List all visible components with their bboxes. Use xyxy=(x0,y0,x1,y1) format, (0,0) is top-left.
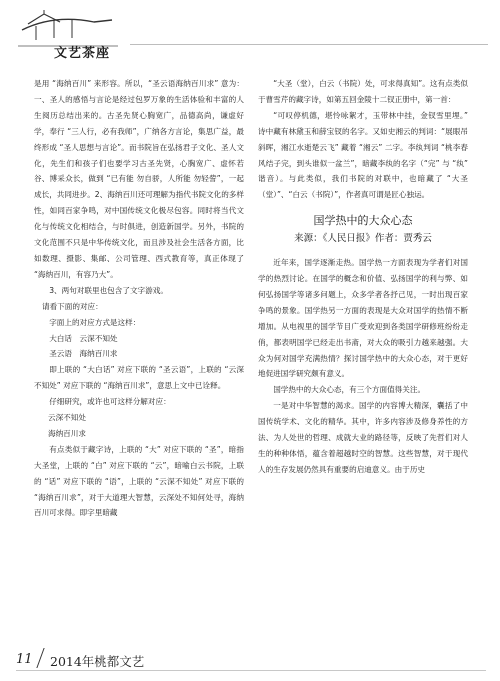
left-paragraph: 字面上的对应方式是这样： xyxy=(49,317,141,327)
article-paragraph: 近年来，国学逐渐走热。国学热一方面表现为学者们对国学的热烈讨论。在国学的概念和价值、弘扬国学的利与弊、如何弘扬国学等诸多问题上，众多学者各抒己见，一时出现百家争鸣的景象。国学热另一方面的表现是大众对国学的热情不断增加。从电视里的国学节目广受欢迎到各类国学研修班纷纷走俏，都表明国学已经走出书斋，对大众的吸引力越来越强。大众为何对国学充满热情？探讨国学热中的大众心态，对于更好地促进国学研究颇有意义。 xyxy=(258,258,468,379)
right-paragraph: “可叹停机德，堪怜咏絮才，玉带林中挂，金钗雪里埋。” 诗中藏有林黛玉和薛宝钗的名字。又如史湘云的判词：“展眼吊斜晖，湘江水逝楚云飞” 藏着 “湘云” 二字。李纨判词 “桃李春风结子完，到头谁似一盆兰”，暗藏李纨的名字（“完” 与 “纨” 谐音）。与此类似，我们书院的对联中，也暗藏了 “大圣（堂）”、“白云（书院）”，作者真可谓是匠心独运。 xyxy=(258,110,468,200)
article-byline: 来源：《人民日报》作者：贾秀云 xyxy=(294,233,432,245)
left-list-item: 海纳百川求 xyxy=(48,428,86,438)
left-paragraph: 大白话 云深不知处 xyxy=(49,333,118,343)
article-paragraph: 国学热中的大众心态，有三个方面值得关注。 xyxy=(273,385,426,395)
page-number: 11 xyxy=(16,652,33,667)
journal-name: 2014年桃都文艺 xyxy=(50,654,145,669)
left-column xyxy=(34,76,244,642)
left-list-item: 云深不知处 xyxy=(48,413,86,423)
article-title: 国学热中的大众心态 xyxy=(313,214,413,228)
section-logo xyxy=(14,8,118,61)
page-footer xyxy=(16,648,486,674)
right-paragraph: “大圣（堂），白云（书院）处，可求得真知”。这有点类似于曹雪芹的藏字诗，如第五回金陵十二钗正册中，第一首： xyxy=(258,79,468,104)
section-title: 文艺茶座 xyxy=(54,46,111,61)
footer-divider xyxy=(36,648,44,668)
header-rule xyxy=(130,44,488,45)
left-paragraph: 有点类似于藏字诗，上联的 “大” 对应下联的 “圣”，暗指大圣堂，上联的 “白” 对应下联的 “云”，暗喻白云书院，上联的 “话” 对应下联的 “语”，上联的 “云深不知处” 对应下联的 “海纳百川求”，对于大道理大智慧，云深处不知何处寻，海纳百川可求得。即字里暗藏 xyxy=(34,444,244,518)
left-paragraph: 是用 “海纳百川” 来形容。所以，“圣云语海纳百川求” 意为：一、圣人的感悟与言论是经过包罗万象的生活体验和丰富的人生阅历总结出来的。古圣先贤心胸宽广，品德高尚，谦虚好学，奉行 “三人行，必有我师”，广纳各方言论，集思广益，最终形成 “圣人思想与言论”。而书院旨在弘扬君子文化、圣人文化，先生们和孩子们也要学习古圣先贤，心胸宽广、虚怀若谷、博采众长，做到 “已有能 勿自骄，人所能 勿轻訾”，一起成长，共同进步。2、海纳百川还可理解为指代书院文化的多样性，如同百家争鸣，对中国传统文化极尽包容。同时将当代文化与传统文化相结合，与时俱进，创造新国学。另外，书院的文化范围不只是中华传统文化，而且涉及社会生活各方面，比如数理、摄影、集邮、公司管理、西式教育等，真正体现了 “海纳百川，有容乃大”。 xyxy=(34,79,244,279)
left-paragraph: 仔细研究，或许也可这样分解对应： xyxy=(49,397,171,407)
right-column xyxy=(258,76,468,642)
article-paragraph: 一是对中华智慧的渴求。国学的内容博大精深，囊括了中国传统学术、文化的精华。其中，许多内容涉及修身养性的方法、为人处世的哲理、成就大业的路径等，反映了先哲们对人生的种种体悟，蕴含着超越时空的智慧。这些智慧，对于现代人的生存发展仍然具有重要的启迪意义。由于历史 xyxy=(258,401,468,474)
left-paragraph: 圣云语 海纳百川求 xyxy=(49,349,118,359)
left-paragraph: 即上联的 “大白话” 对应下联的 “圣云语”，上联的 “云深不知处” 对应下联的 “海纳百川求”，意思上文中已诠释。 xyxy=(34,365,244,391)
left-paragraph: 请看下面的对应： xyxy=(42,301,103,311)
left-paragraph: 3、两句对联里也包含了文字游戏。 xyxy=(49,285,168,295)
footer-rule xyxy=(16,670,486,671)
